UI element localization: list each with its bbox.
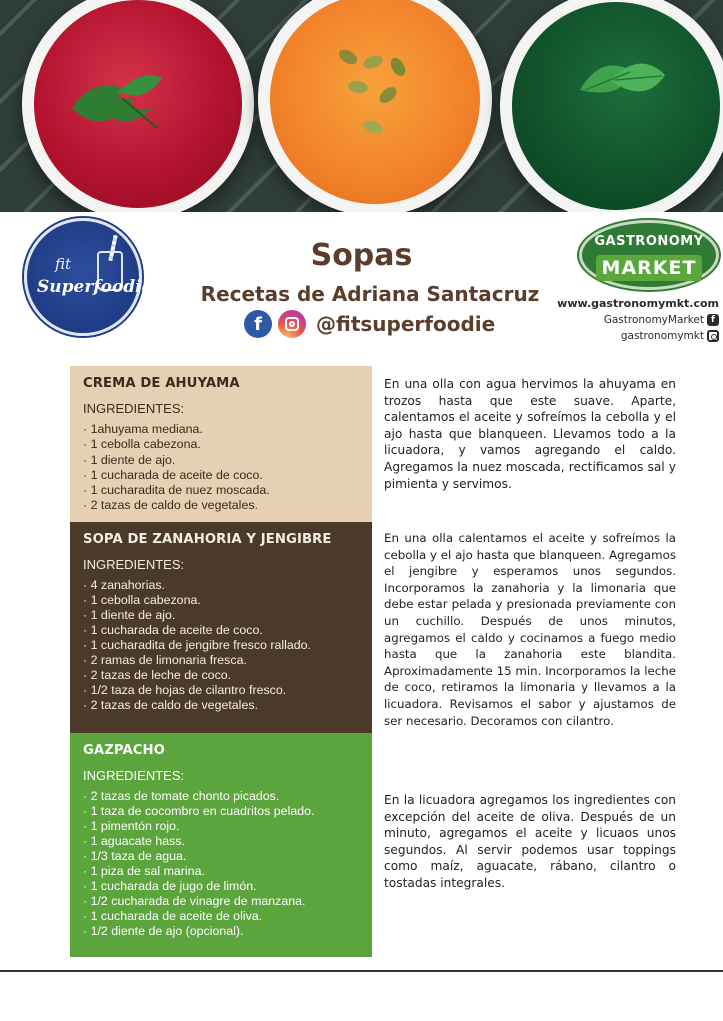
recipe-title: CREMA DE AHUYAMA — [83, 376, 240, 391]
ingredient-item: · 1/2 taza de hojas de cilantro fresco. — [83, 683, 359, 698]
bottom-divider — [0, 970, 723, 972]
ingredient-item: · 1 cucharadita de jengibre fresco rallado. — [83, 638, 359, 653]
ingredients-list — [83, 578, 359, 713]
hero-photo — [0, 0, 723, 212]
recipe-title: GAZPACHO — [83, 743, 165, 758]
facebook-icon: f — [707, 314, 719, 326]
ingredient-item: · 1 aguacate hass. — [83, 834, 359, 849]
ingredient-item: · 2 tazas de caldo de vegetales. — [83, 698, 359, 713]
social-row — [244, 309, 495, 339]
page-subtitle: Recetas de Adriana Santacruz — [200, 282, 540, 306]
ingredients-label: INGREDIENTES: — [83, 768, 185, 783]
ingredient-item: · 2 ramas de limonaria fresca. — [83, 653, 359, 668]
recipe-panel-crema-ahuyama — [70, 366, 372, 522]
ingredient-item: · 1ahuyama mediana. — [83, 422, 359, 437]
ingredient-item: · 2 tazas de caldo de vegetales. — [83, 498, 359, 513]
ingredient-item: · 1/2 diente de ajo (opcional). — [83, 924, 359, 939]
ingredient-item: · 1 diente de ajo. — [83, 453, 359, 468]
ingredient-item: · 4 zanahorias. — [83, 578, 359, 593]
logo-fit-text: fit — [55, 255, 72, 273]
recipe-panel-gazpacho — [70, 733, 372, 957]
facebook-name: GastronomyMarket — [603, 314, 704, 326]
pumpkin-seeds-garnish — [328, 37, 428, 147]
ingredients-list — [83, 422, 359, 514]
ingredient-item: · 1 cucharada de aceite de coco. — [83, 468, 359, 483]
logo-gastronomy-text: GASTRONOMY — [594, 234, 704, 249]
ingredient-item: · 1 cebolla cabezona. — [83, 593, 359, 608]
website-url[interactable]: www.gastronomymkt.com — [557, 297, 719, 310]
fit-superfoodie-logo — [24, 218, 153, 336]
contact-info — [557, 296, 719, 344]
ingredient-item: · 1/3 taza de agua. — [83, 849, 359, 864]
recipe-instructions: En la licuadora agregamos los ingredientes con excepción del aceite de oliva. Después de un minuto, agregamos el aceite y licuaos unos segundos. Al servir podemos usar toppings como maíz, aguacate, rábano, cilantro o tostadas integrales. — [384, 793, 676, 890]
recipe-instructions: En una olla calentamos el aceite y sofreímos la cebolla y el ajo hasta que blanqueen. Agregamos el jengibre y esperamos unos segundos. Incorporamos la zanahoria y la limonaria que debe estar pelada y presionada previamente con un cuchillo. Después de unos minutos, agregamos el caldo y cocinamos a fuego medio hasta que la zanahoria este blandita. Aproximadamente 15 min. Incorporamos la leche de coco, retiramos la limonaria y llevamos a la licuadora. Revisamos el sabor y ajustamos de ser necesario. Decoramos con cilantro. — [384, 531, 676, 728]
red-soup-bowl — [22, 0, 254, 212]
gastronomy-market-logo — [579, 220, 719, 290]
logo-market-text: MARKET — [596, 255, 702, 281]
social-handle: @fitsuperfoodie — [316, 312, 496, 336]
ingredient-item: · 1 cebolla cabezona. — [83, 437, 359, 452]
ingredient-item: · 2 tazas de tomate chonto picados. — [83, 789, 359, 804]
ingredients-label: INGREDIENTES: — [83, 401, 185, 416]
spinach-leaf-garnish — [570, 50, 670, 130]
ingredients-list — [83, 789, 359, 939]
green-soup-bowl — [500, 0, 723, 212]
ingredient-item: · 1/2 cucharada de vinagre de manzana. — [83, 894, 359, 909]
instagram-name: gastronomymkt — [620, 330, 704, 342]
ingredients-label: INGREDIENTES: — [83, 557, 185, 572]
facebook-contact — [557, 312, 719, 328]
recipe-title: SOPA DE ZANAHORIA Y JENGIBRE — [83, 532, 332, 547]
logo-superfoodie-text: Superfoodie — [37, 277, 153, 297]
ingredient-item: · 1 cucharada de aceite de oliva. — [83, 909, 359, 924]
ingredient-item: · 1 pimentón rojo. — [83, 819, 359, 834]
ingredient-item: · 1 piza de sal marina. — [83, 864, 359, 879]
ingredient-item: · 1 taza de cocombro en cuadritos pelado. — [83, 804, 359, 819]
ingredient-item: · 1 cucharada de aceite de coco. — [83, 623, 359, 638]
recipe-instructions: En una olla con agua hervimos la ahuyama en trozos hasta que este suave. Aparte, calentamos el aceite y sofreímos la cebolla y el ajo hasta que blanqueen. Llevamos todo a la licuadora, y vamos agregando el caldo. Agregamos la nuez moscada, rectificamos sal y pimienta y servimos. — [384, 377, 676, 491]
instagram-contact — [557, 328, 719, 344]
page-title: Sopas — [310, 238, 413, 273]
orange-soup-bowl — [258, 0, 492, 212]
ingredient-item: · 1 cucharada de jugo de limón. — [83, 879, 359, 894]
ingredient-item: · 1 cucharadita de nuez moscada. — [83, 483, 359, 498]
recipe-panel-sopa-zanahoria — [70, 522, 372, 733]
parsley-garnish — [62, 58, 172, 138]
instagram-icon — [278, 310, 306, 338]
facebook-icon: f — [244, 310, 272, 338]
instagram-icon — [707, 330, 719, 342]
ingredient-item: · 1 diente de ajo. — [83, 608, 359, 623]
ingredient-item: · 2 tazas de leche de coco. — [83, 668, 359, 683]
